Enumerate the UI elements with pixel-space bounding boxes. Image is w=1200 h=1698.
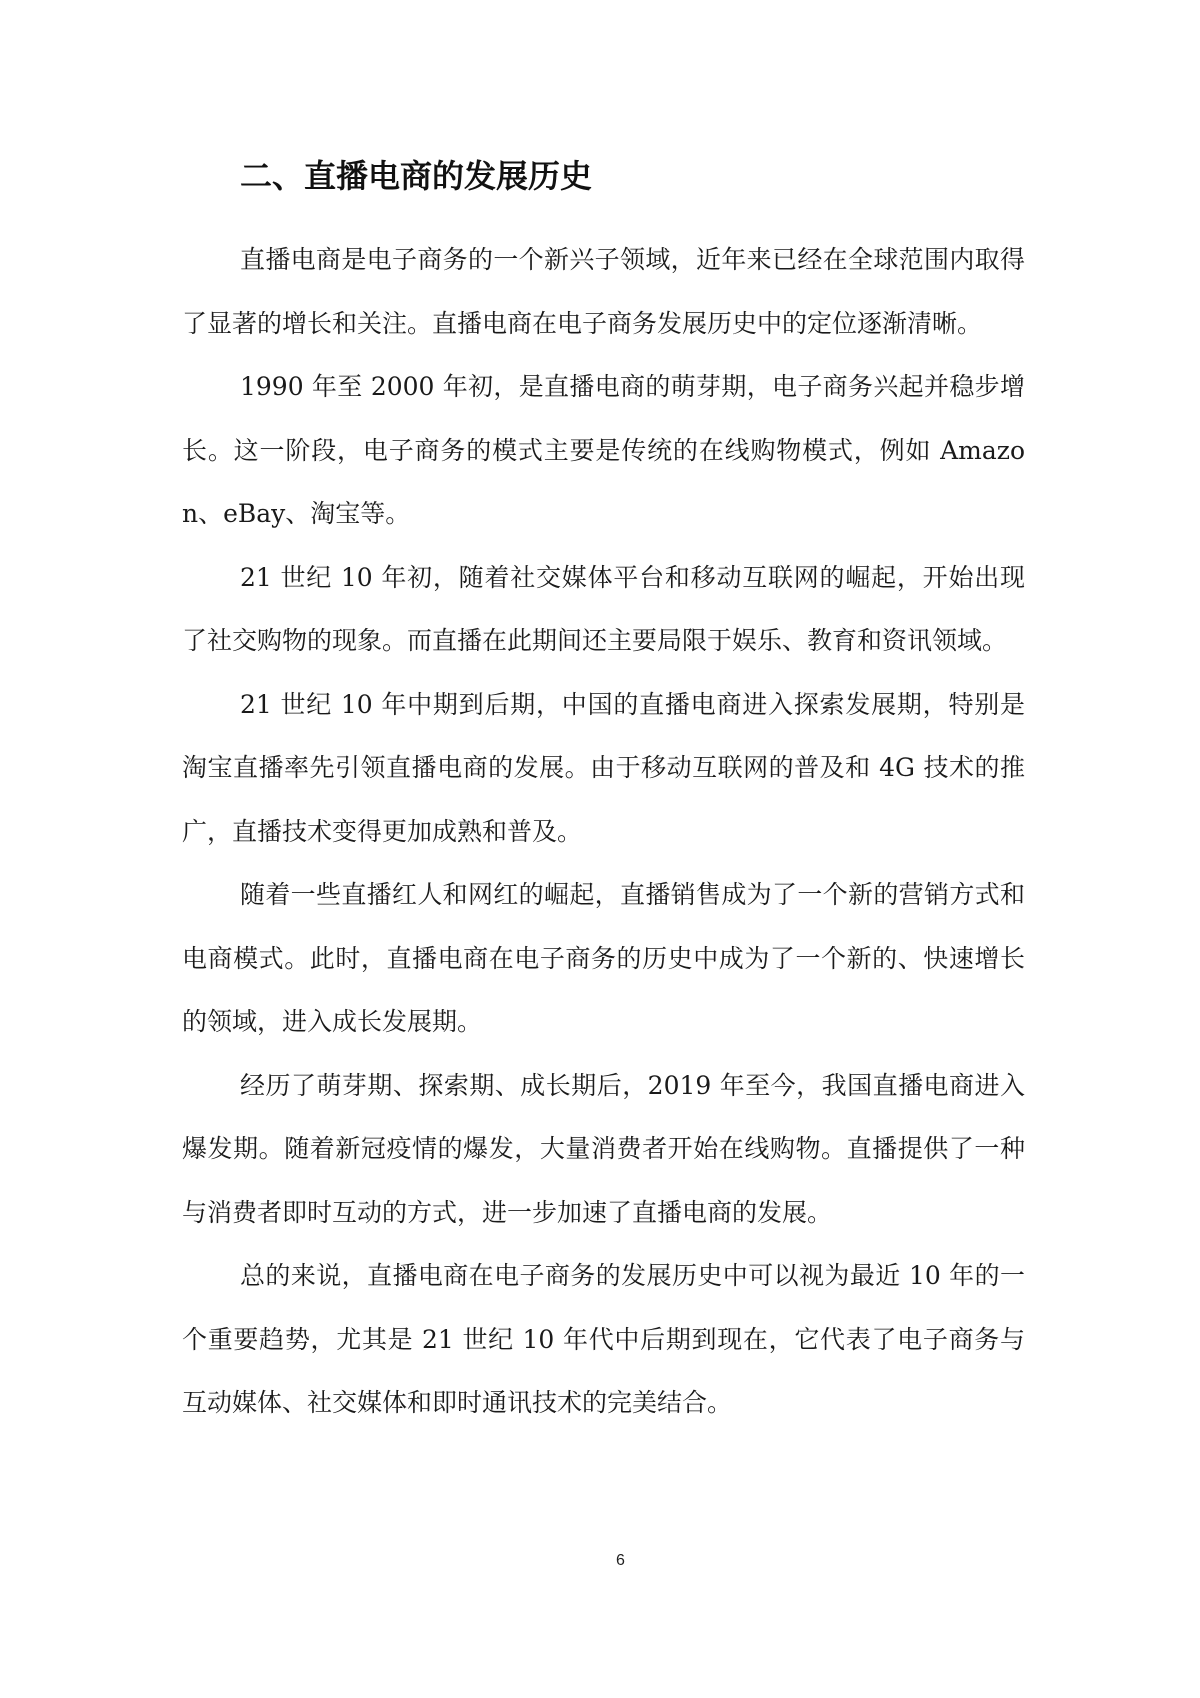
paragraph-growth-period: 随着一些直播红人和网红的崛起，直播销售成为了一个新的营销方式和电商模式。此时，直播电商在电子商务的历史中成为了一个新的、快速增长的领域，进入成长发展期。 bbox=[182, 880, 1025, 1036]
paragraph-conclusion: 总的来说，直播电商在电子商务的发展历史中可以视为最近 10 年的一个重要趋势，尤其是 21 世纪 10 年代中后期到现在，它代表了电子商务与互动媒体、社交媒体和即时通讯技术的完美结合。 bbox=[182, 1261, 1025, 1417]
paragraph-explosion-period: 经历了萌芽期、探索期、成长期后，2019 年至今，我国直播电商进入爆发期。随着新冠疫情的爆发，大量消费者开始在线购物。直播提供了一种与消费者即时互动的方式，进一步加速了直播电商的发展。 bbox=[182, 1070, 1025, 1227]
paragraph-social-shopping: 21 世纪 10 年初，随着社交媒体平台和移动互联网的崛起，开始出现了社交购物的现象。而直播在此期间还主要局限于娱乐、教育和资讯领域。 bbox=[182, 562, 1025, 655]
body-text bbox=[182, 228, 1025, 1435]
page-number: 6 bbox=[616, 1552, 625, 1569]
section-heading: 二、直播电商的发展历史 bbox=[240, 157, 593, 195]
paragraph-sprouting-period: 1990 年至 2000 年初，是直播电商的萌芽期，电子商务兴起并稳步增长。这一阶段，电子商务的模式主要是传统的在线购物模式，例如 Amazon、eBay、淘宝等。 bbox=[182, 372, 1025, 528]
paragraph-exploration-period: 21 世纪 10 年中期到后期，中国的直播电商进入探索发展期，特别是淘宝直播率先引领直播电商的发展。由于移动互联网的普及和 4G 技术的推广，直播技术变得更加成熟和普及。 bbox=[182, 689, 1025, 846]
paragraph-intro: 直播电商是电子商务的一个新兴子领域，近年来已经在全球范围内取得了显著的增长和关注。直播电商在电子商务发展历史中的定位逐渐清晰。 bbox=[182, 245, 1025, 338]
